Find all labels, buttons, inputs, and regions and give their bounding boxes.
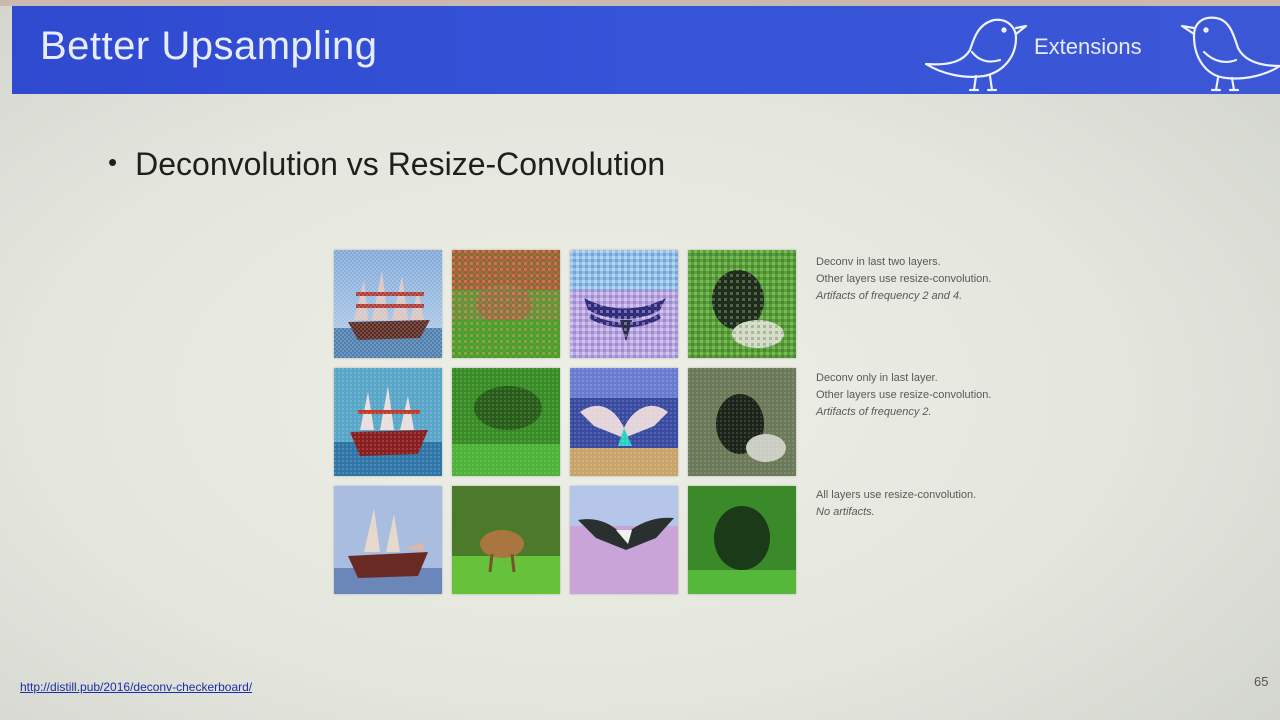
- caption-line: Deconv in last two layers.: [816, 256, 941, 268]
- image-bird-row3: [570, 486, 678, 594]
- bullet-item: [108, 146, 665, 183]
- image-animal-row3: [688, 486, 796, 594]
- caption-line: Deconv only in last layer.: [816, 372, 938, 384]
- image-animal-row1: [688, 250, 796, 358]
- image-grid: [334, 250, 800, 596]
- image-bird-row1: [570, 250, 678, 358]
- caption-line: All layers use resize-convolution.: [816, 489, 977, 501]
- caption-line: Other layers use resize-convolution.: [816, 389, 992, 401]
- caption-note: No artifacts.: [816, 506, 875, 518]
- image-bird-row2: [570, 368, 678, 476]
- image-deer-row3: [452, 486, 560, 594]
- image-ship-row3: [334, 486, 442, 594]
- bird-icon: [1174, 6, 1280, 96]
- slide-header: [12, 6, 1280, 94]
- slide-title: Better Upsampling: [40, 24, 378, 68]
- source-link[interactable]: http://distill.pub/2016/deconv-checkerboard/: [20, 680, 253, 694]
- section-label: Extensions: [1034, 34, 1142, 59]
- caption-row-3: [816, 487, 976, 521]
- caption-row-1: [816, 254, 991, 305]
- bird-icon: [912, 6, 1030, 96]
- caption-row-2: [816, 370, 991, 421]
- image-deer-row2: [452, 368, 560, 476]
- image-ship-row2: [334, 368, 442, 476]
- bullet-dot: •: [108, 147, 118, 177]
- caption-line: Other layers use resize-convolution.: [816, 273, 992, 285]
- page-number: 65: [1254, 674, 1269, 689]
- bullet-text: Deconvolution vs Resize-Convolution: [135, 146, 666, 182]
- image-deer-row1: [452, 250, 560, 358]
- image-ship-row1: [334, 250, 442, 358]
- caption-note: Artifacts of frequency 2 and 4.: [816, 290, 963, 302]
- caption-note: Artifacts of frequency 2.: [816, 406, 932, 418]
- image-animal-row2: [688, 368, 796, 476]
